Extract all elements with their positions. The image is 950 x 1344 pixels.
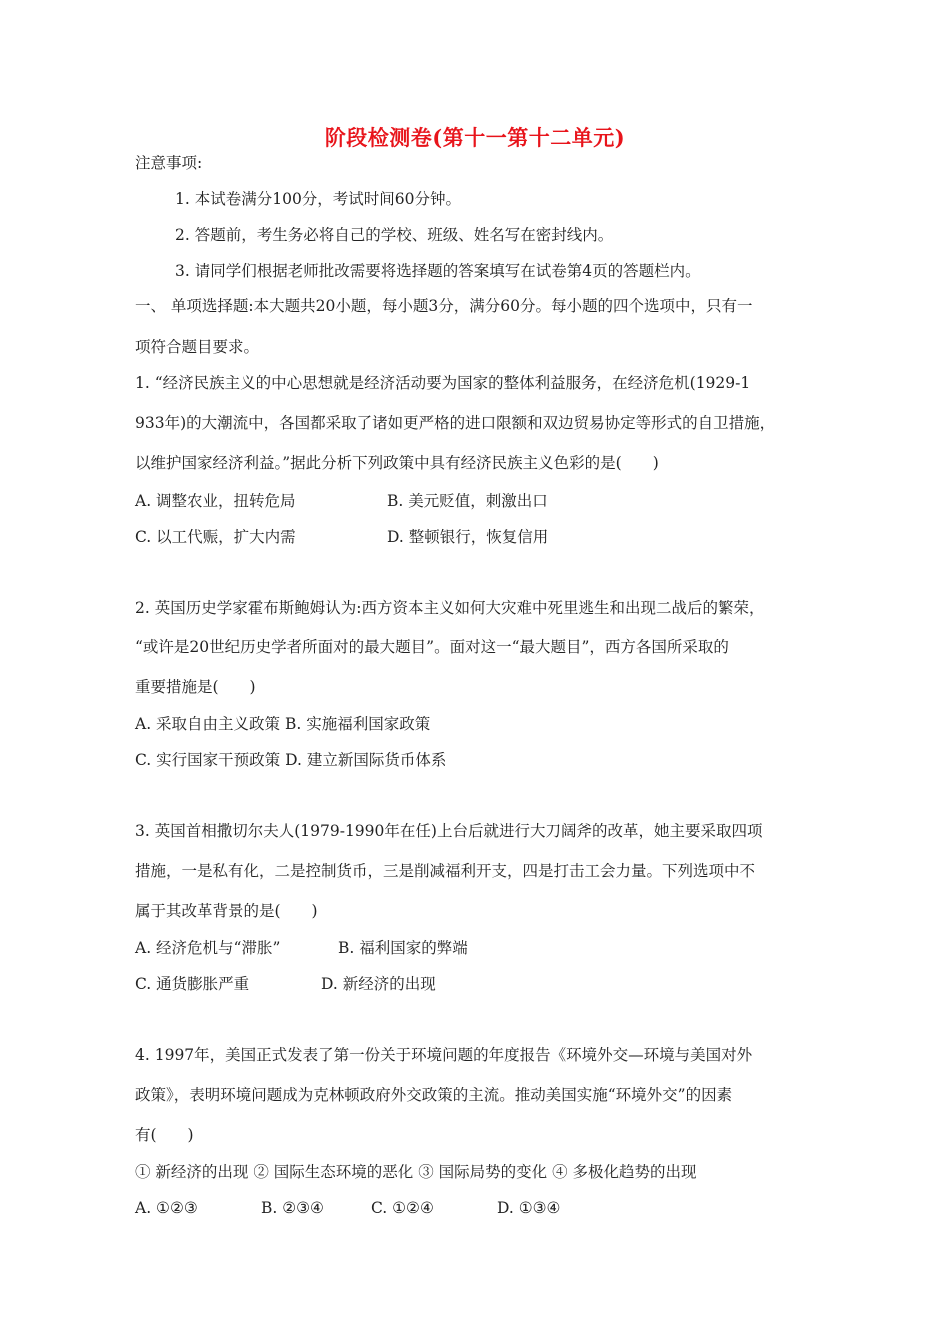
question-4-text: 有( ) (135, 1126, 194, 1144)
question-2-options-ab: A. 采取自由主义政策 B. 实施福利国家政策 (135, 715, 431, 733)
notice-heading: 注意事项: (135, 154, 203, 172)
question-4-text: 4. 1997年，美国正式发表了第一份关于环境问题的年度报告《环境外交—环境与美国对外 (135, 1046, 753, 1064)
question-4-option-d: D. ①③④ (497, 1199, 561, 1217)
notice-item: 3. 请同学们根据老师批改需要将选择题的答案填写在试卷第4页的答题栏内。 (175, 262, 701, 280)
question-4-text: 政策》，表明环境问题成为克林顿政府外交政策的主流。推动美国实施“环境外交”的因素 (135, 1086, 733, 1104)
question-4-option-b: B. ②③④ (261, 1199, 324, 1217)
question-4-items: ① 新经济的出现 ② 国际生态环境的恶化 ③ 国际局势的变化 ④ 多极化趋势的出现 (135, 1163, 697, 1181)
question-3-text: 属于其改革背景的是( ) (135, 902, 318, 920)
question-1-text: 以维护国家经济利益。”据此分析下列政策中具有经济民族主义色彩的是( ) (135, 454, 659, 472)
question-3-option-d: D. 新经济的出现 (321, 975, 436, 993)
section-heading: 一、 单项选择题:本大题共20小题，每小题3分，满分60分。每小题的四个选项中，只有一 (135, 297, 753, 315)
question-1-option-c: C. 以工代赈，扩大内需 (135, 528, 296, 546)
notice-item: 1. 本试卷满分100分，考试时间60分钟。 (175, 190, 462, 208)
question-1-option-a: A. 调整农业，扭转危局 (135, 492, 296, 510)
page-title: 阶段检测卷(第十一第十二单元) (324, 125, 626, 150)
question-3-text: 措施，一是私有化，二是控制货币，三是削减福利开支，四是打击工会力量。下列选项中不 (135, 862, 756, 880)
question-1-option-b: B. 美元贬值，刺激出口 (387, 492, 548, 510)
question-2-text: 2. 英国历史学家霍布斯鲍姆认为:西方资本主义如何大灾难中死里逃生和出现二战后的繁荣， (135, 599, 765, 617)
question-2-text: 重要措施是( ) (135, 678, 256, 696)
question-4-option-a: A. ①②③ (135, 1199, 198, 1217)
question-1-option-d: D. 整顿银行，恢复信用 (387, 528, 549, 546)
question-3-option-b: B. 福利国家的弊端 (338, 939, 468, 957)
question-3-option-c: C. 通货膨胀严重 (135, 975, 250, 993)
question-2-options-cd: C. 实行国家干预政策 D. 建立新国际货币体系 (135, 751, 447, 769)
question-3-text: 3. 英国首相撒切尔夫人(1979-1990年在任)上台后就进行大刀阔斧的改革，她主要采取四项 (135, 822, 763, 840)
question-2-text: “或许是20世纪历史学者所面对的最大题目”。面对这一“最大题目”，西方各国所采取的 (135, 638, 729, 656)
question-4-option-c: C. ①②④ (371, 1199, 434, 1217)
notice-item: 2. 答题前，考生务必将自己的学校、班级、姓名写在密封线内。 (175, 226, 614, 244)
section-heading-cont: 项符合题目要求。 (135, 338, 260, 356)
question-1-text: 1. “经济民族主义的中心思想就是经济活动要为国家的整体利益服务，在经济危机(1929-1 (135, 374, 751, 392)
question-3-option-a: A. 经济危机与“滞胀” (135, 939, 281, 957)
question-1-text: 933年)的大潮流中，各国都采取了诸如更严格的进口限额和双边贸易协定等形式的自卫措施， (135, 414, 776, 432)
